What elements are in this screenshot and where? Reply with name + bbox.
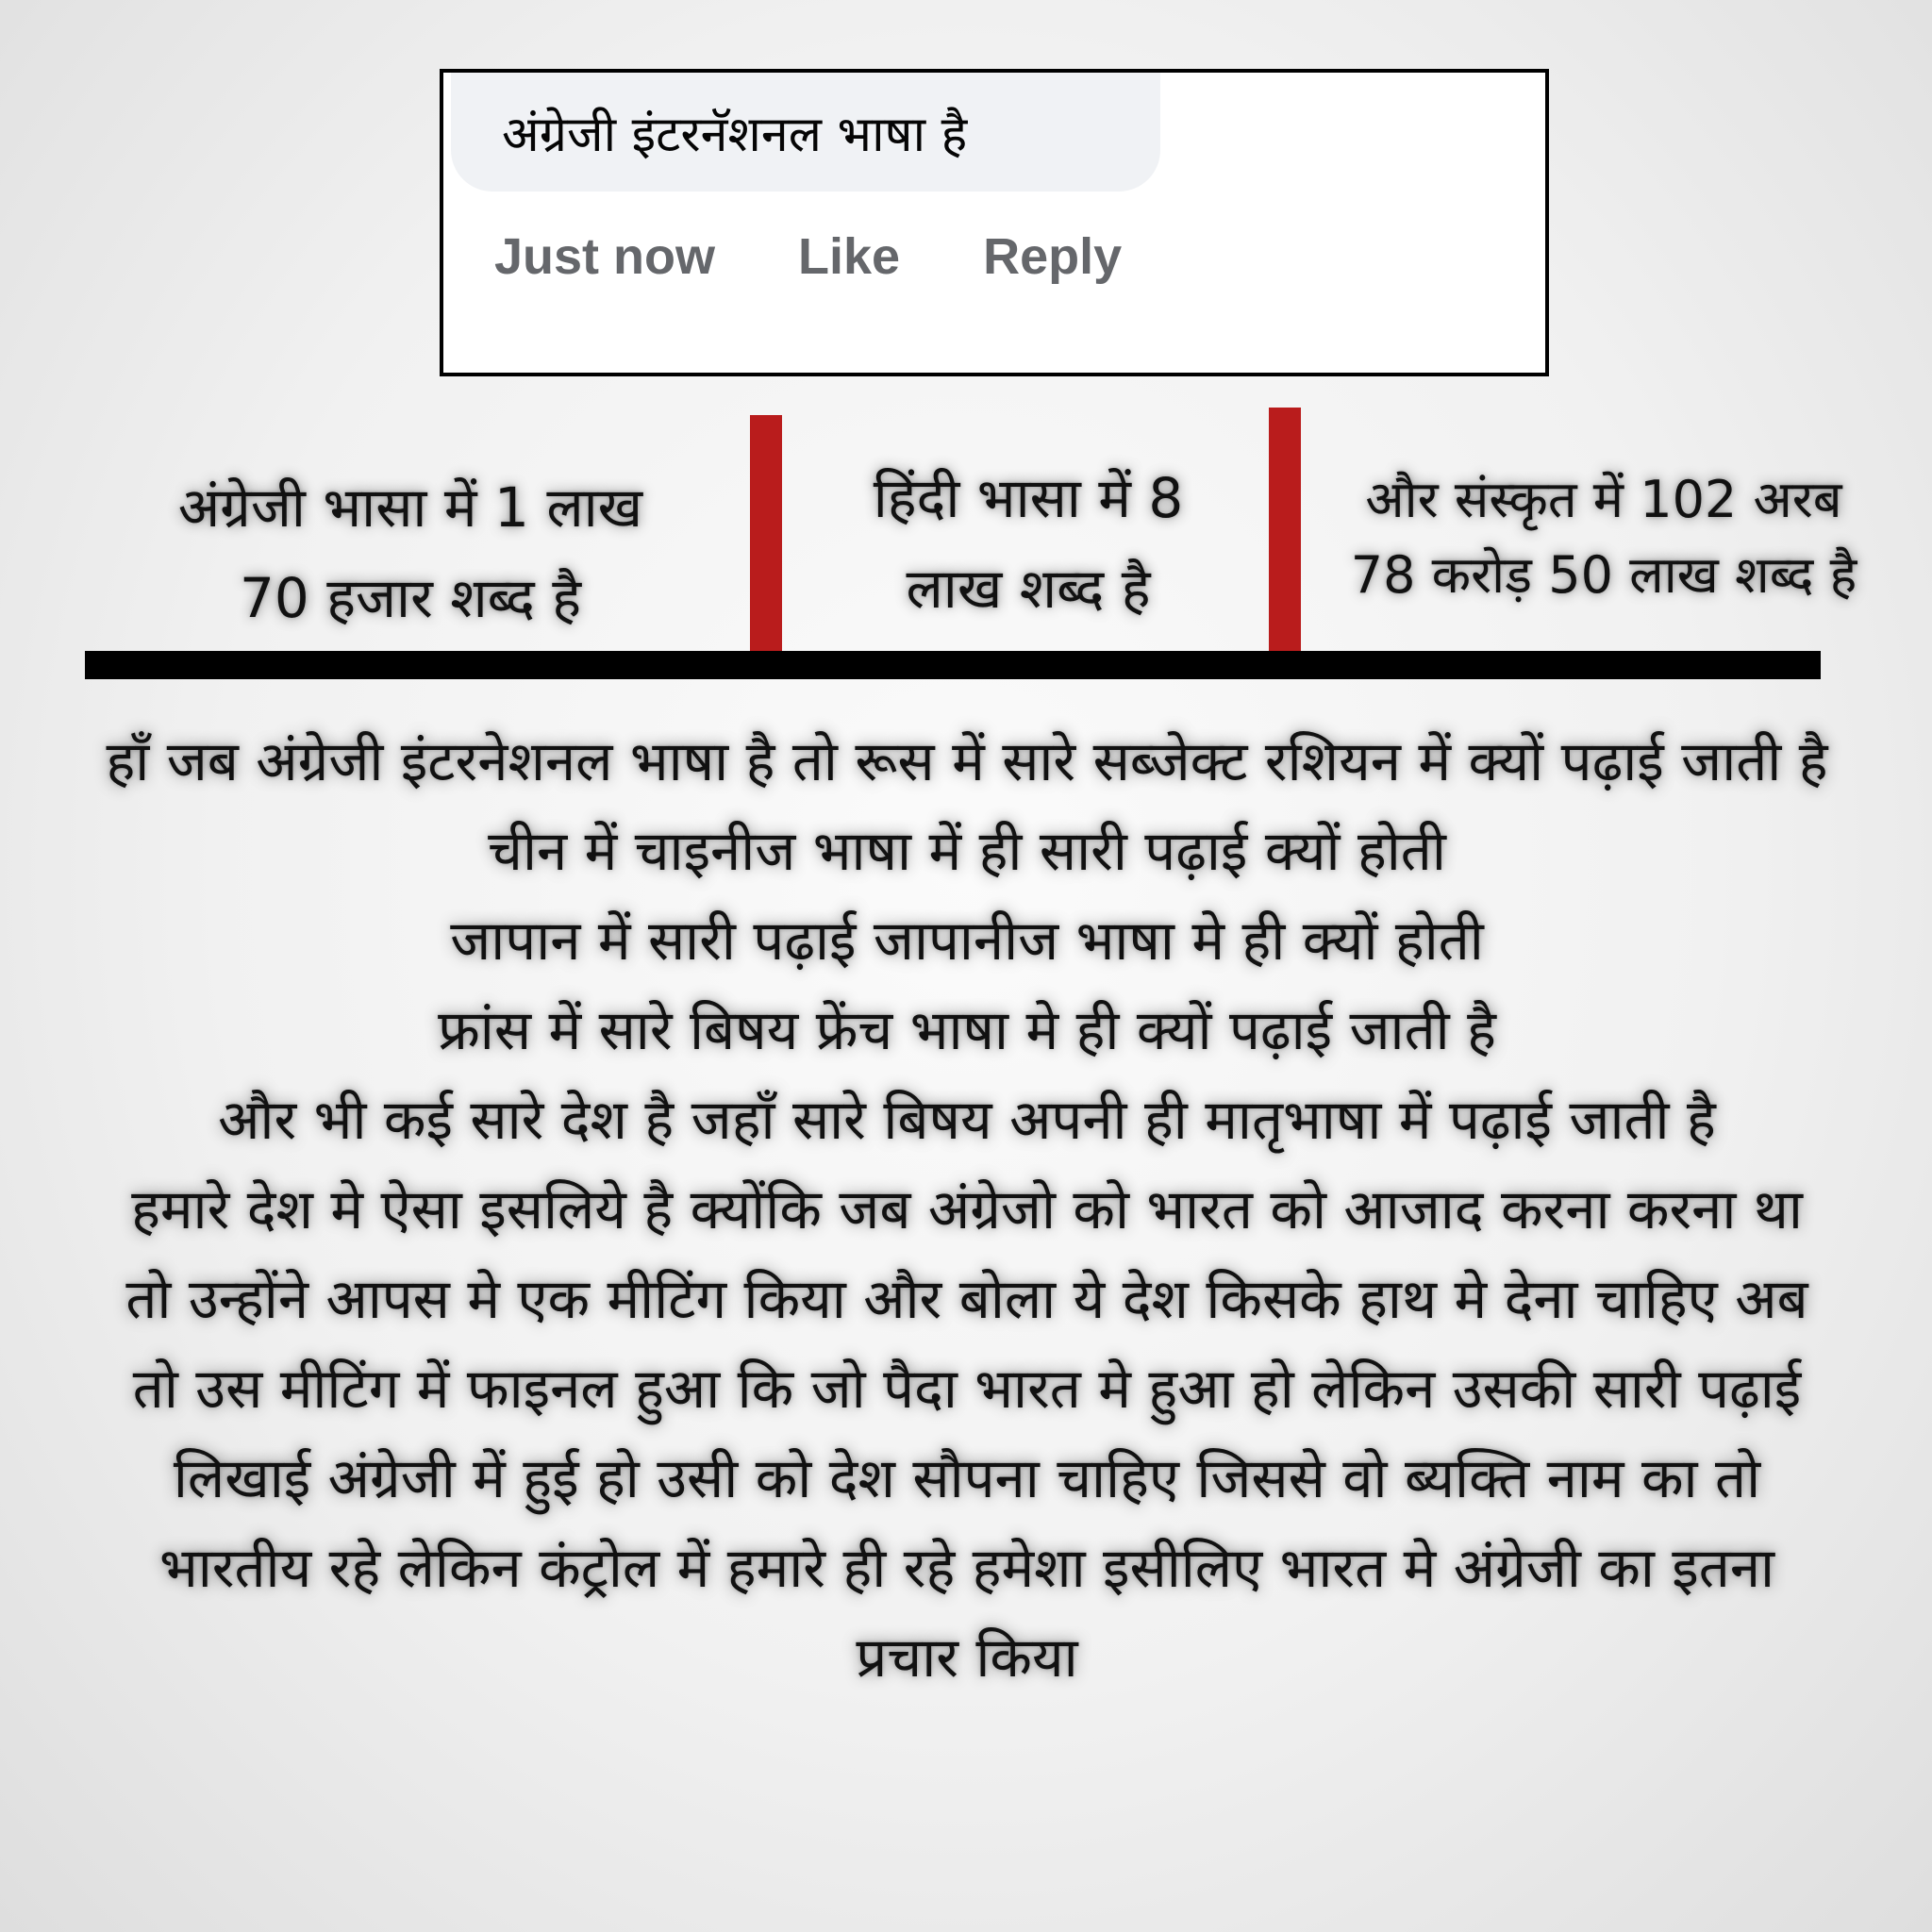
comment-timestamp: Just now [494,228,716,285]
like-button[interactable]: Like [798,228,901,285]
horizontal-divider [85,651,1821,679]
stat-sanskrit-words [1321,462,1887,613]
stat-english-line1: अंग्रेजी भासा में 1 लाख [177,475,643,540]
stat-hindi-line1: हिंदी भासा में 8 [873,466,1184,530]
stat-english-words [104,462,717,643]
stat-sanskrit-line2: 78 करोड़ 50 लाख शब्द है [1350,545,1857,605]
stat-hindi-words [802,453,1255,634]
body-paragraph: हमारे देश मे ऐसा इसलिये है क्योंकि जब अंग्रेजो को भारत को आजाद करना करना था तो उन्होंने आपस मे एक मीटिंग किया और बोला ये देश किसके हाथ मे देना चाहिए अब तो उस मीटिंग में फाइनल हुआ कि जो पैदा भारत मे हुआ हो लेकिन उसकी सारी पढ़ाई लिखाई अंग्रेजी में हुई हो उसी को देश सौपना चाहिए जिससे वो ब्यक्ति नाम का तो भारतीय रहे लेकिन कंट्रोल में हमारे ही रहे हमेशा इसीलिए भारत मे अंग्रेजी का इतना प्रचार किया [125,1177,1808,1690]
comment-actions [494,227,1122,286]
body-paragraph: चीन में चाइनीज भाषा में ही सारी पढ़ाई क्यों होती [488,819,1446,883]
body-paragraph: हाँ जब अंग्रेजी इंटरनेशनल भाषा है तो रूस में सारे सब्जेक्ट रशियन में क्यों पढ़ाई जाती है [106,729,1828,793]
body-paragraph: और भी कई सारे देश है जहाँ सारे बिषय अपनी ही मातृभाषा में पढ़ाई जाती है [218,1088,1716,1152]
red-divider [1269,408,1301,651]
stat-sanskrit-line1: और संस्कृत में 102 अरब [1365,470,1842,529]
body-paragraph: फ्रांस में सारे बिषय फ्रेंच भाषा मे ही क्यों पढ़ाई जाती है [438,998,1496,1062]
comment-text: अंग्रेजी इंटरनॅशनल भाषा है [502,106,968,163]
reply-button[interactable]: Reply [983,228,1123,285]
red-divider [750,415,782,651]
body-paragraph: जापान में सारी पढ़ाई जापानीज भाषा मे ही क्यों होती [450,908,1484,973]
stat-hindi-line2: लाख शब्द है [906,557,1151,621]
comment-bubble [451,73,1160,192]
stat-english-line2: 70 हजार शब्द है [239,566,582,630]
body-text [104,717,1830,1703]
comment-card [440,69,1549,376]
